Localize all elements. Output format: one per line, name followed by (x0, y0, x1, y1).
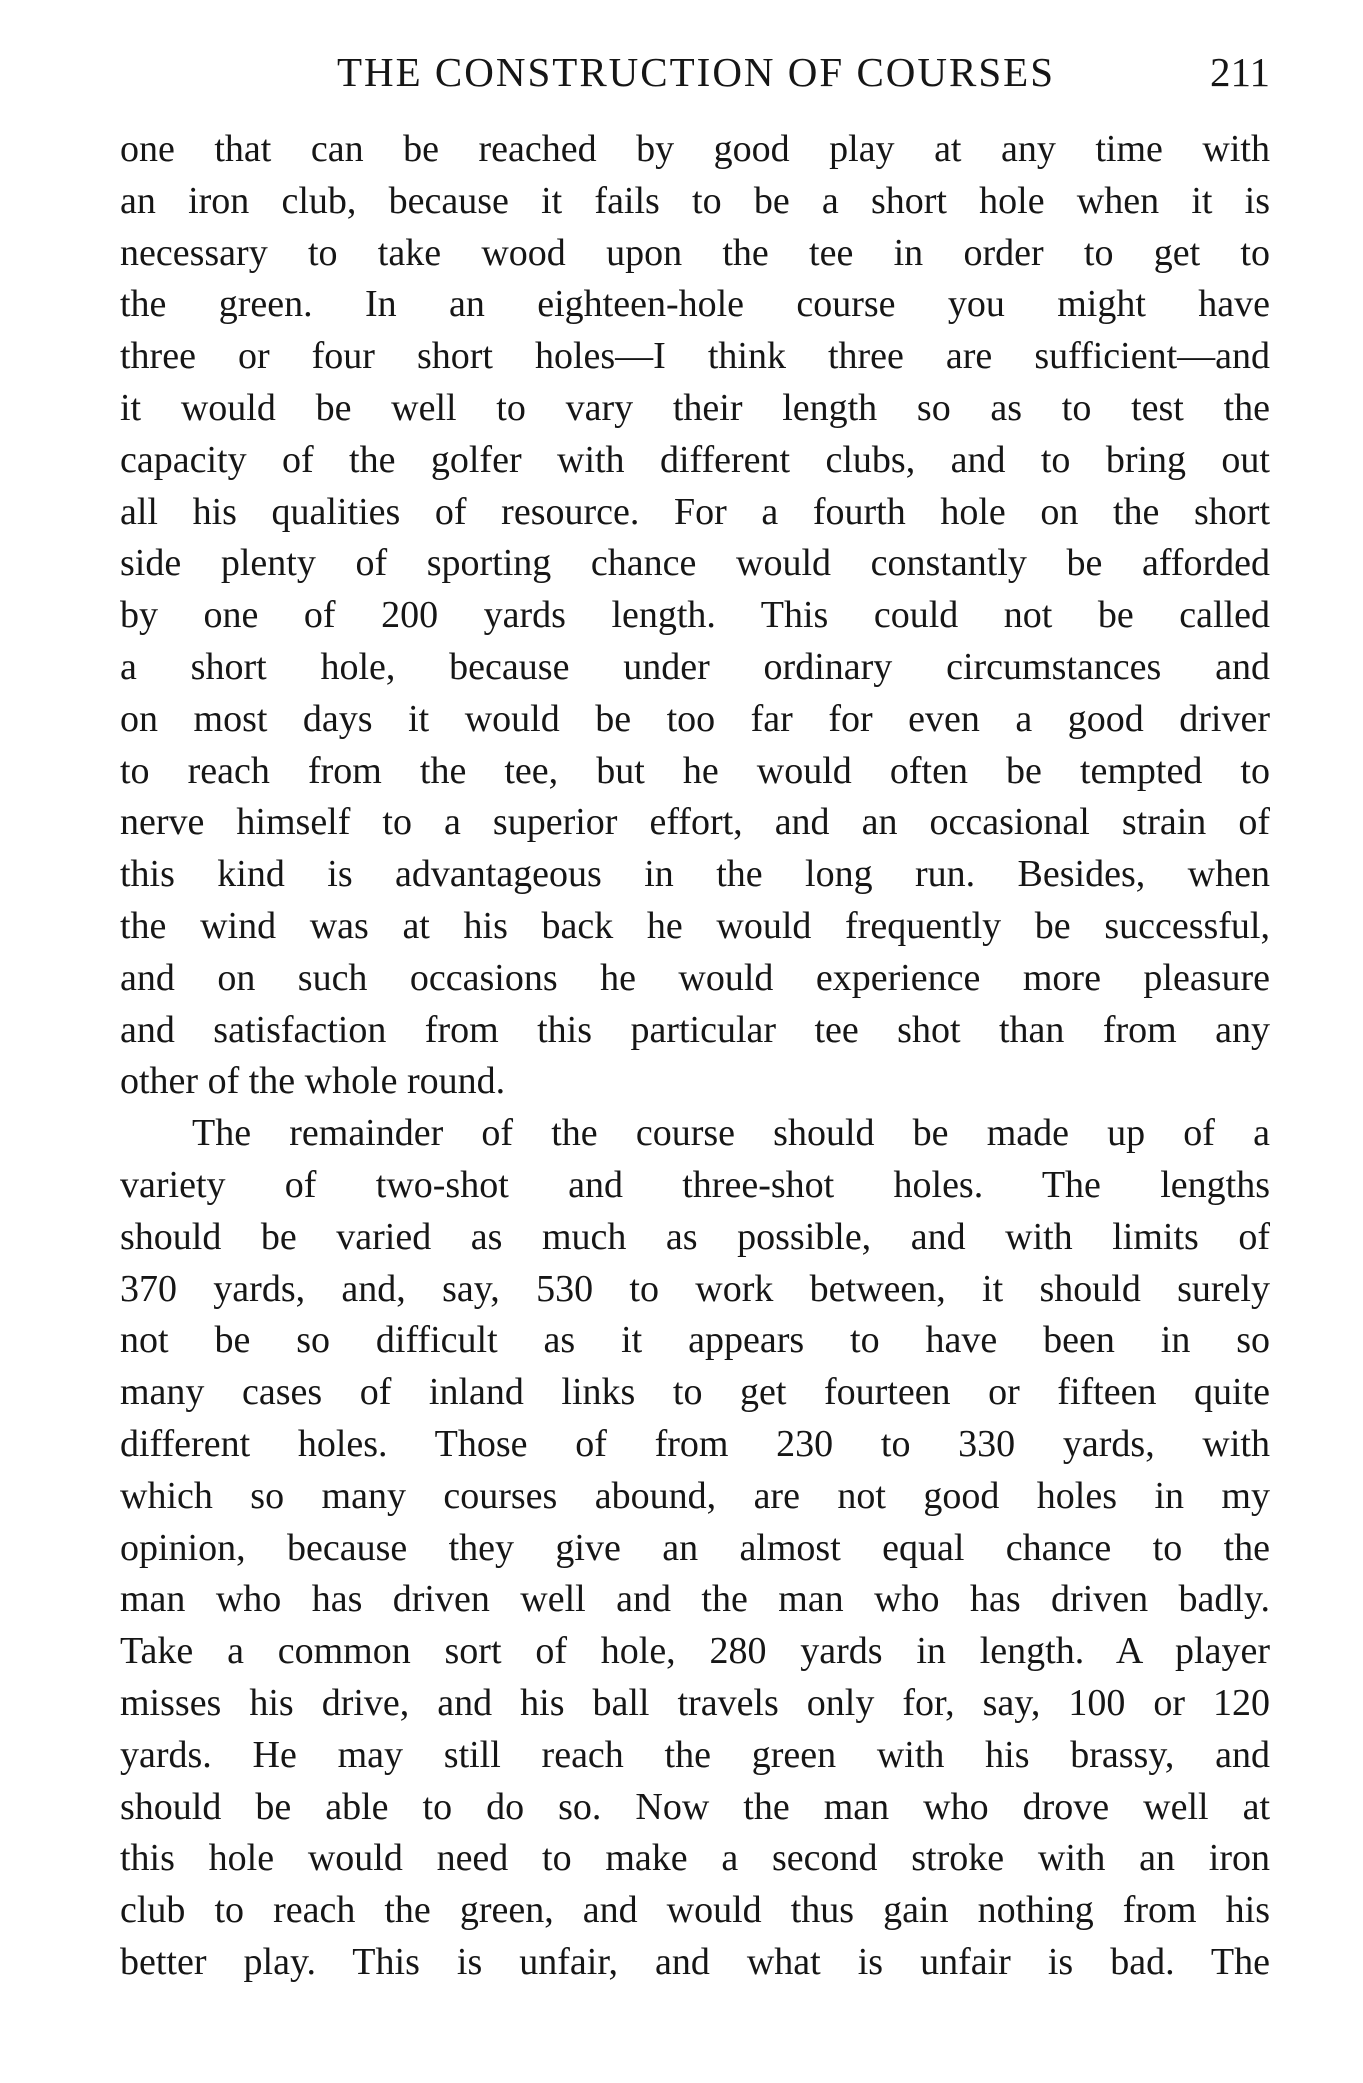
text-line: not be so difficult as it appears to have been in so (120, 1319, 1270, 1362)
paragraph-2 (120, 1108, 1270, 1989)
text-line: opinion, because they give an almost equal chance to the (120, 1526, 1270, 1569)
text-line: side plenty of sporting chance would constantly be afforded (120, 542, 1270, 585)
text-line: The remainder of the course should be made up of a (192, 1112, 1270, 1155)
running-head (122, 44, 1270, 100)
paragraph-1 (120, 124, 1270, 1108)
text-line: it would be well to vary their length so as to test the (120, 386, 1270, 429)
text-line: other of the whole round. (120, 1060, 506, 1103)
text-line: a short hole, because under ordinary circumstances and (120, 645, 1270, 688)
text-line: yards. He may still reach the green with his brassy, and (120, 1733, 1270, 1776)
text-line: 370 yards, and, say, 530 to work between, it should surely (120, 1267, 1270, 1310)
text-line: and on such occasions he would experience more pleasure (120, 956, 1270, 999)
text-line: man who has driven well and the man who has driven badly. (120, 1578, 1270, 1621)
text-line: club to reach the green, and would thus gain nothing from his (120, 1889, 1270, 1932)
text-line: Take a common sort of hole, 280 yards in length. A player (120, 1630, 1270, 1673)
text-line: to reach from the tee, but he would often be tempted to (120, 749, 1270, 792)
text-line: different holes. Those of from 230 to 330 yards, with (120, 1422, 1270, 1465)
text-line: capacity of the golfer with different clubs, and to bring out (120, 438, 1270, 481)
text-line: the wind was at his back he would frequently be successful, (120, 904, 1270, 947)
text-line: all his qualities of resource. For a fourth hole on the short (120, 490, 1270, 533)
running-title: THE CONSTRUCTION OF COURSES (336, 49, 1056, 95)
text-line: should be varied as much as possible, and with limits of (120, 1215, 1270, 1258)
text-line: this hole would need to make a second stroke with an iron (120, 1837, 1270, 1880)
text-line: better play. This is unfair, and what is unfair is bad. The (120, 1940, 1270, 1983)
text-line: an iron club, because it fails to be a short hole when it is (120, 179, 1270, 222)
text-line: nerve himself to a superior effort, and an occasional strain of (120, 801, 1270, 844)
text-line: on most days it would be too far for even a good driver (120, 697, 1270, 740)
body-text (120, 124, 1270, 1989)
text-line: many cases of inland links to get fourteen or fifteen quite (120, 1371, 1270, 1414)
text-line: three or four short holes—I think three are sufficient—and (120, 335, 1270, 378)
page-number: 211 (1210, 49, 1270, 95)
text-line: the green. In an eighteen-hole course you might have (120, 283, 1270, 326)
text-line: this kind is advantageous in the long run. Besides, when (120, 853, 1270, 896)
text-line: necessary to take wood upon the tee in order to get to (120, 231, 1270, 274)
text-line: and satisfaction from this particular tee shot than from any (120, 1008, 1270, 1051)
text-line: one that can be reached by good play at any time with (120, 128, 1270, 170)
text-line: misses his drive, and his ball travels only for, say, 100 or 120 (120, 1681, 1270, 1724)
text-line: variety of two-shot and three-shot holes. The lengths (120, 1163, 1270, 1206)
text-line: should be able to do so. Now the man who drove well at (120, 1785, 1270, 1828)
text-line: which so many courses abound, are not good holes in my (120, 1474, 1270, 1517)
text-line: by one of 200 yards length. This could not be called (120, 594, 1270, 637)
